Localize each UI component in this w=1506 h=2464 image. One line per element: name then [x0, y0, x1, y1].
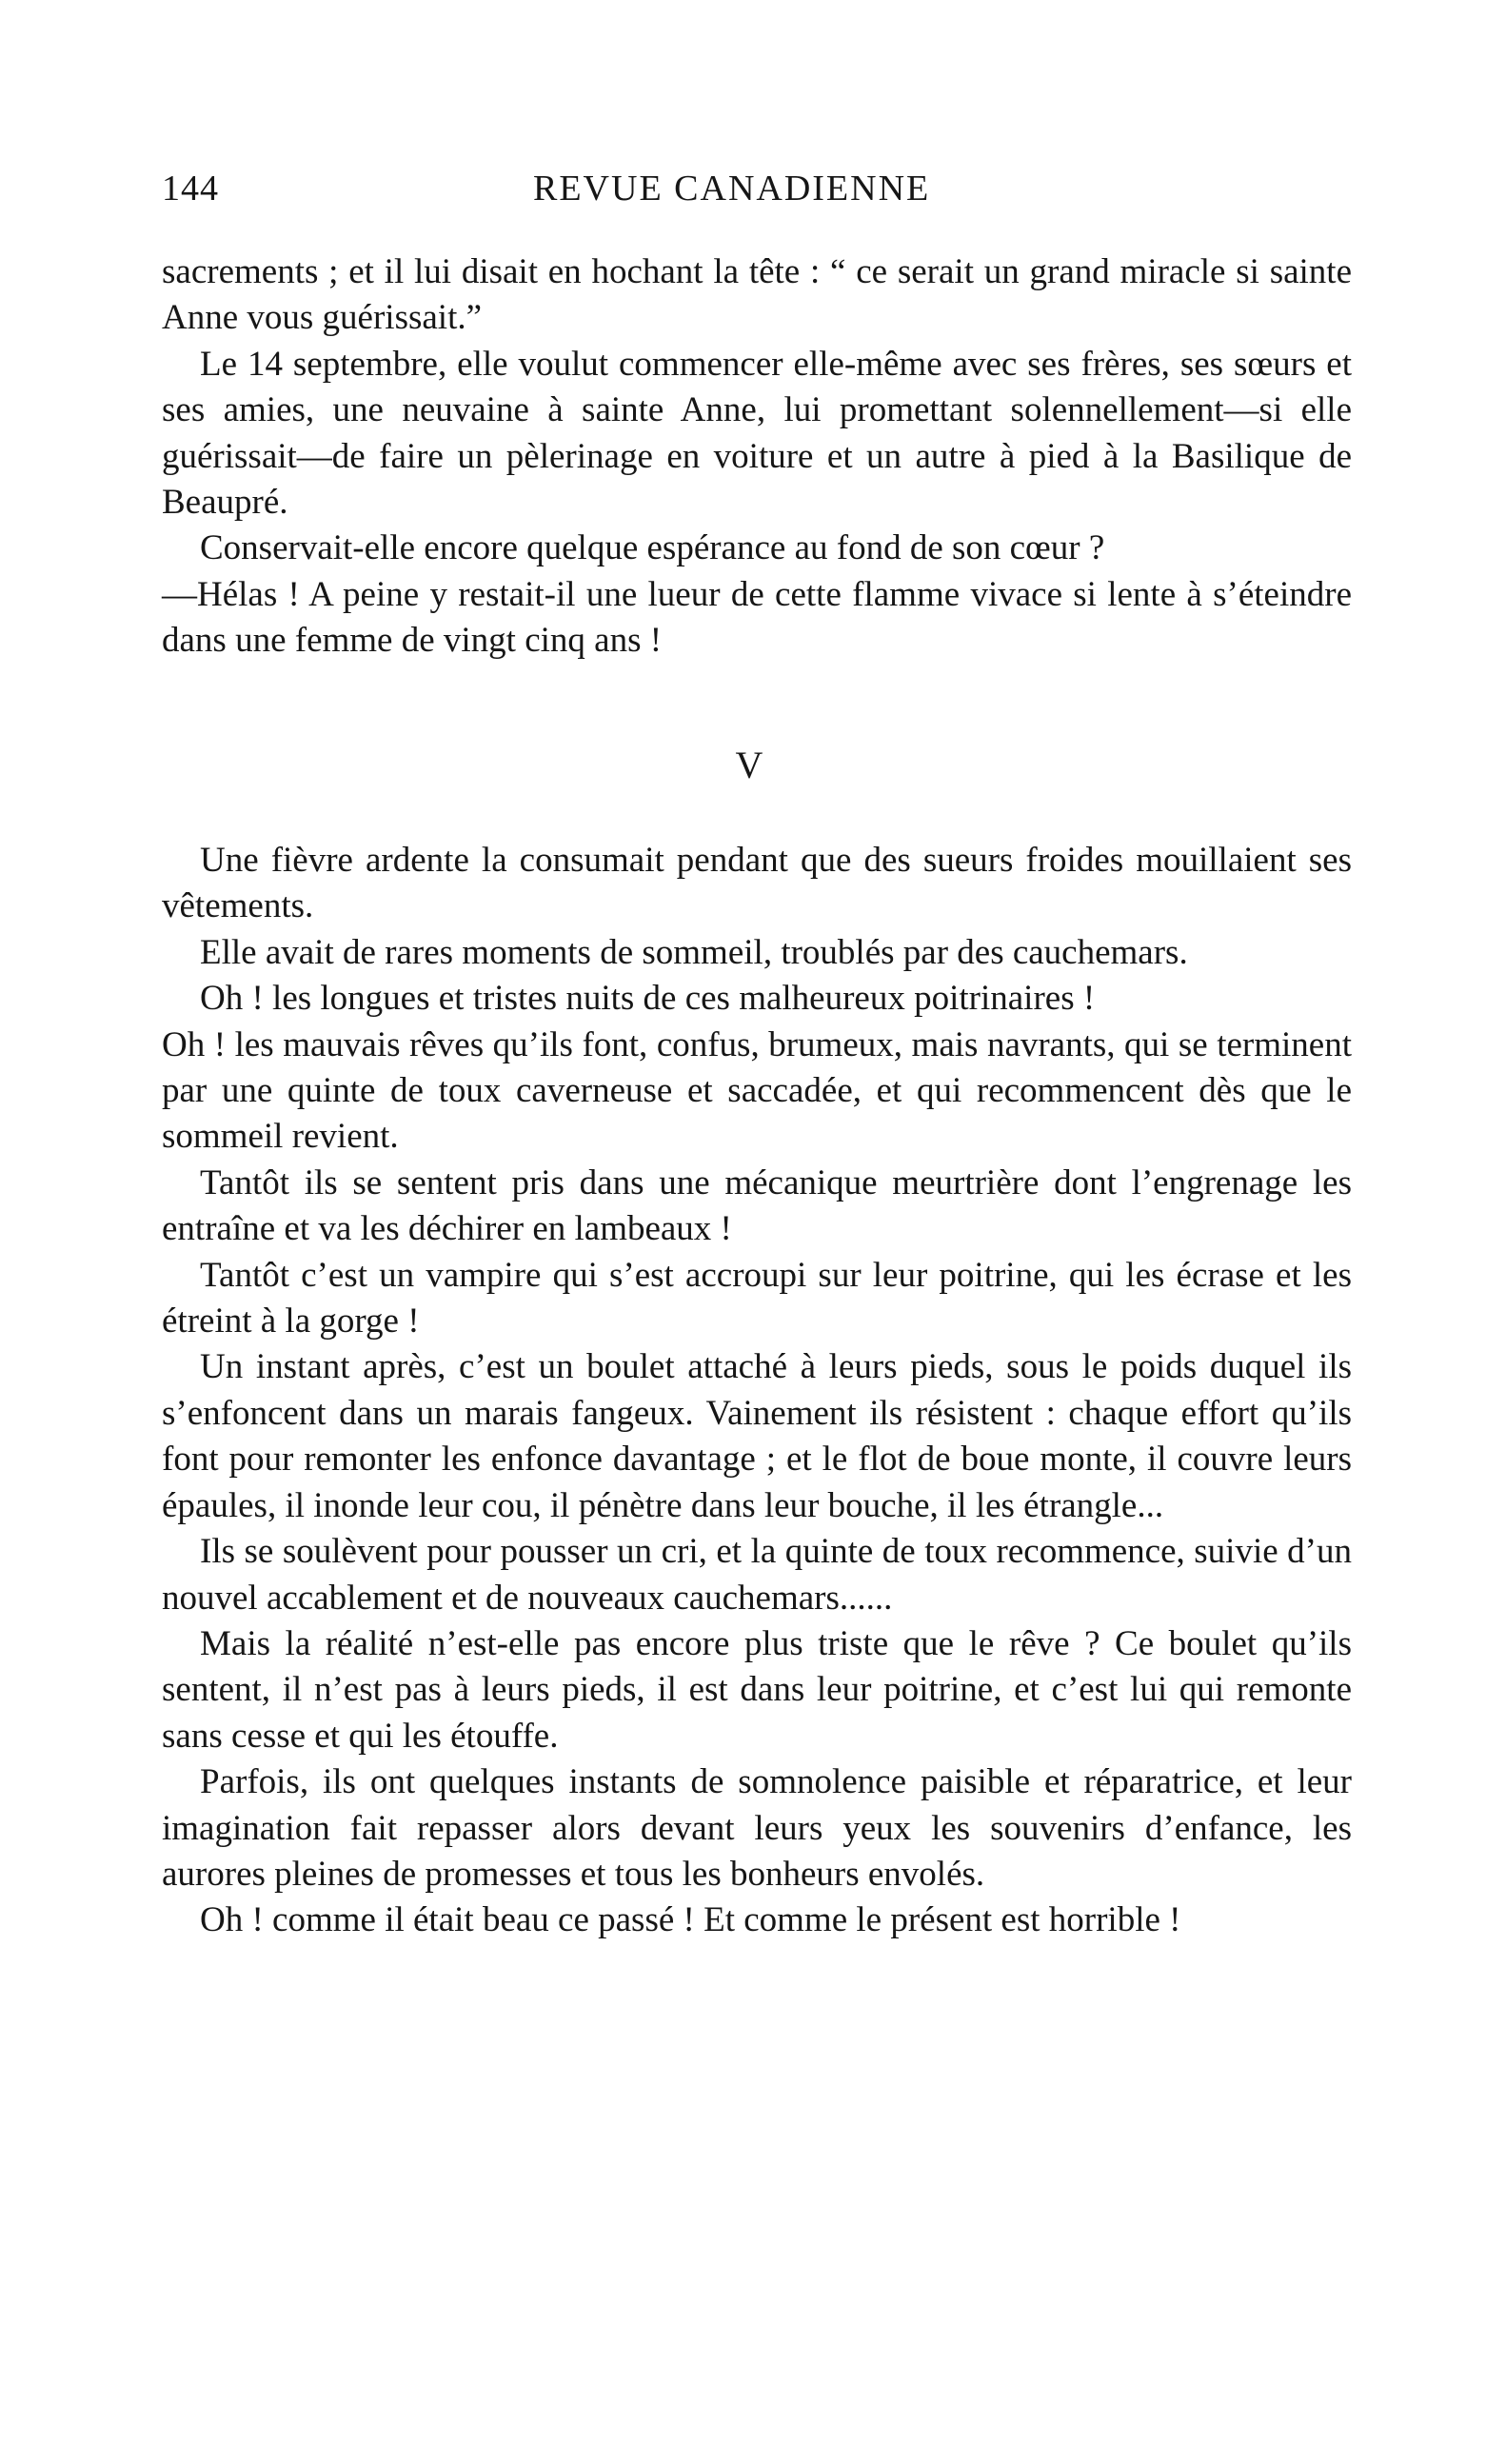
- section-heading: V: [735, 744, 763, 786]
- paragraph: Elle avait de rares moments de sommeil, troublés par des cauchemars.: [200, 932, 1188, 972]
- paragraph: Parfois, ils ont quelques instants de somnolence paisible et réparatrice, et leur imagination fait repasser alors devant leurs yeux les souvenirs d’enfance, les aurores pleines de promesses et tous les bonheurs envolés.: [162, 1762, 1352, 1894]
- paragraph: Tantôt ils se sentent pris dans une mécanique meurtrière dont l’engrenage les entraîne et va les déchirer en lambeaux !: [162, 1162, 1352, 1249]
- text-block-before-section: [162, 249, 1352, 665]
- text-block-section-v: [162, 838, 1352, 1944]
- paragraph: Tantôt c’est un vampire qui s’est accroupi sur leur poitrine, qui les écrase et les étreint à la gorge !: [162, 1255, 1352, 1341]
- page-number: 144: [162, 169, 219, 209]
- paragraph: sacrements ; et il lui disait en hochant la tête : “ ce serait un grand miracle si sainte Anne vous guérissait.”: [162, 252, 1352, 338]
- journal-title: REVUE CANADIENNE: [533, 169, 931, 209]
- paragraph: —Hélas ! A peine y restait-il une lueur de cette flamme vivace si lente à s’éteindre dans une femme de vingt cinq ans !: [162, 574, 1352, 661]
- paragraph: Ils se soulèvent pour pousser un cri, et la quinte de toux recommence, suivie d’un nouvel accablement et de nouveaux cauchemars......: [162, 1532, 1352, 1618]
- running-head: [162, 168, 1352, 225]
- paragraph: Conservait-elle encore quelque espérance au fond de son cœur ?: [200, 528, 1105, 568]
- paragraph: Oh ! comme il était beau ce passé ! Et comme le présent est horrible !: [200, 1900, 1181, 1940]
- paragraph: Une fièvre ardente la consumait pendant que des sueurs froides mouillaient ses vêtements.: [162, 841, 1352, 926]
- paragraph: Mais la réalité n’est-elle pas encore plus triste que le rêve ? Ce boulet qu’ils sentent, il n’est pas à leurs pieds, il est dans leur poitrine, et c’est lui qui remonte sans cesse et qui les étouffe.: [162, 1623, 1352, 1756]
- paragraph: Oh ! les longues et tristes nuits de ces malheureux poitrinaires !: [200, 979, 1096, 1019]
- paragraph: Oh ! les mauvais rêves qu’ils font, confus, brumeux, mais navrants, qui se terminent par une quinte de toux caverneuse et saccadée, et qui recommencent dès que le sommeil revient.: [162, 1024, 1352, 1157]
- paragraph: Un instant après, c’est un boulet attaché à leurs pieds, sous le poids duquel ils s’enfoncent dans un marais fangeux. Vainement ils résistent : chaque effort qu’ils font pour remonter les enfonce davantage ; et le flot de boue monte, il couvre leurs épaules, il inonde leur cou, il pénètre dans leur bouche, il les étrangle...: [162, 1347, 1352, 1525]
- paragraph: Le 14 septembre, elle voulut commencer elle-même avec ses frères, ses sœurs et ses amies, une neuvaine à sainte Anne, lui promettant solennellement—si elle guérissait—de faire un pèlerinage en voiture et un autre à pied à la Basilique de Beaupré.: [162, 344, 1352, 523]
